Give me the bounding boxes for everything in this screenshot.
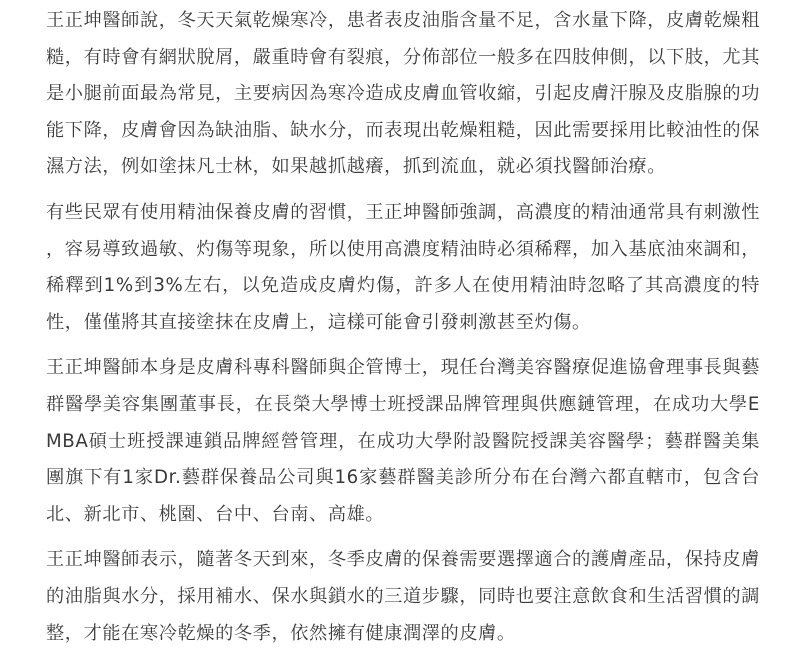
article-body <box>46 3 760 652</box>
article-paragraph: 王正坤醫師表示，隨著冬天到來，冬季皮膚的保養需要選擇適合的護膚產品，保持皮膚的油脂與水分，採用補水、保水與鎖水的三道步驟，同時也要注意飲食和生活習慣的調整，才能在寒冷乾燥的冬季，依然擁有健康潤澤的皮膚。 <box>46 549 760 644</box>
article-paragraph: 王正坤醫師本身是皮膚科專科醫師與企管博士，現任台灣美容醫療促進協會理事長與藝群醫學美容集團董事長，在長榮大學博士班授課品牌管理與供應鏈管理，在成功大學EMBA碩士班授課連鎖品牌經營管理，在成功大學附設醫院授課美容醫學；藝群醫美集團旗下有1家Dr.藝群保養品公司與16家藝群醫美診所分布在台灣六都直轄市，包含台北、新北市、桃園、台中、台南、高雄。 <box>46 357 760 525</box>
article-paragraph: 有些民眾有使用精油保養皮膚的習慣，王正坤醫師強調，高濃度的精油通常具有刺激性，容易導致過敏、灼傷等現象，所以使用高濃度精油時必須稀釋，加入基底油來調和，稀釋到1%到3%左右，以免造成皮膚灼傷，許多人在使用精油時忽略了其高濃度的特性，僅僅將其直接塗抹在皮膚上，這樣可能會引發刺激甚至灼傷。 <box>46 201 760 333</box>
article-paragraph: 王正坤醫師說，冬天天氣乾燥寒冷，患者表皮油脂含量不足，含水量下降，皮膚乾燥粗糙，有時會有網狀脫屑，嚴重時會有裂痕，分佈部位一般多在四肢伸側，以下肢，尤其是小腿前面最為常見，主要病因為寒冷造成皮膚血管收縮，引起皮膚汗腺及皮脂腺的功能下降，皮膚會因為缺油脂、缺水分，而表現出乾燥粗糙，因此需要採用比較油性的保濕方法，例如塗抹凡士林，如果越抓越癢，抓到流血，就必須找醫師治療。 <box>46 10 760 178</box>
